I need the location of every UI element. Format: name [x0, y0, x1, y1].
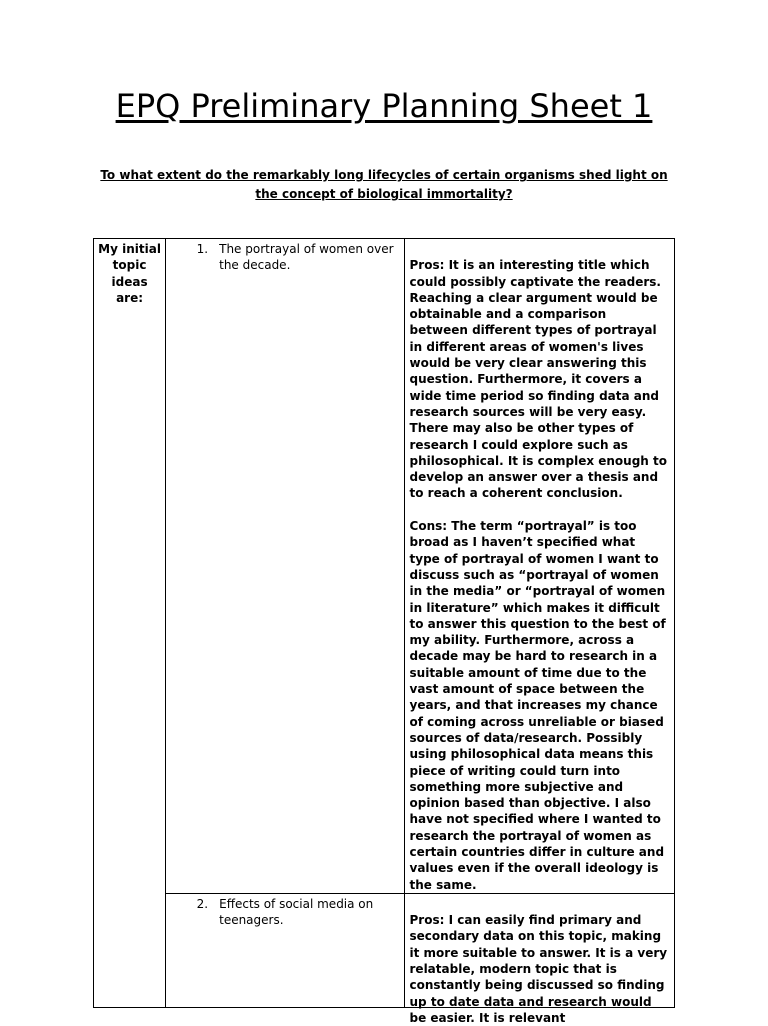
- topic-idea: Effects of social media on teenagers.: [219, 896, 374, 928]
- evaluation-cell: [404, 893, 674, 1025]
- topic-number: 1.: [196, 242, 209, 256]
- cons-text: Cons: The term “portrayal” is too broad as I haven’t specified what type of portrayal of women I want to discuss such as “portrayal of women in the media” or “portrayal of women in literature” which makes it difficult to answer this question to the best of my ability. Furthermore, across a decade may be hard to research in a suitable amount of time due to the vast amount of space between the years, and that increases my chance of coming across unreliable or biased sources of data/research. Possibly using philosophical data means this piece of writing could turn into something more subjective and opinion based than objective. I also have not specified where I wanted to research the portrayal of women as certain countries differ in culture and values even if the overall ideology is the same.: [409, 519, 666, 892]
- research-question: To what extent do the remarkably long lifecycles of certain organisms shed light on the concept of biological immortality?: [100, 168, 668, 201]
- row-label: My initial topic ideas are:: [98, 242, 161, 305]
- topic-item: [166, 894, 403, 929]
- evaluation: [405, 894, 674, 1026]
- topic-item: [166, 239, 403, 274]
- table-row: [94, 239, 675, 894]
- topic-number: 2.: [196, 896, 209, 911]
- evaluation: [405, 239, 674, 893]
- evaluation-cell: [404, 239, 674, 894]
- page-title: EPQ Preliminary Planning Sheet 1: [115, 87, 653, 125]
- row-label-cell: [94, 239, 166, 1008]
- topic-cell: [166, 239, 404, 894]
- pros-text: Pros: I can easily find primary and secondary data on this topic, making it more suitable to answer. It is a very relatable, modern topic that is constantly being discussed so finding up to date data and research would be easier. It is relevant: [409, 913, 668, 1025]
- topic-idea: The portrayal of women over the decade.: [219, 242, 394, 273]
- topic-cell: [166, 893, 404, 1007]
- planning-table: [93, 238, 675, 1025]
- pros-text: Pros: It is an interesting title which could possibly captivate the readers. Reaching a clear argument would be obtainable and a comparison between different types of portrayal in different areas of women's lives would be very clear answering this question. Furthermore, it covers a wide time period so finding data and research sources will be very easy. There may also be other types of research I could explore such as philosophical. It is complex enough to develop an answer over a thesis and to reach a coherent conclusion.: [409, 258, 668, 501]
- table-row: [94, 893, 675, 1007]
